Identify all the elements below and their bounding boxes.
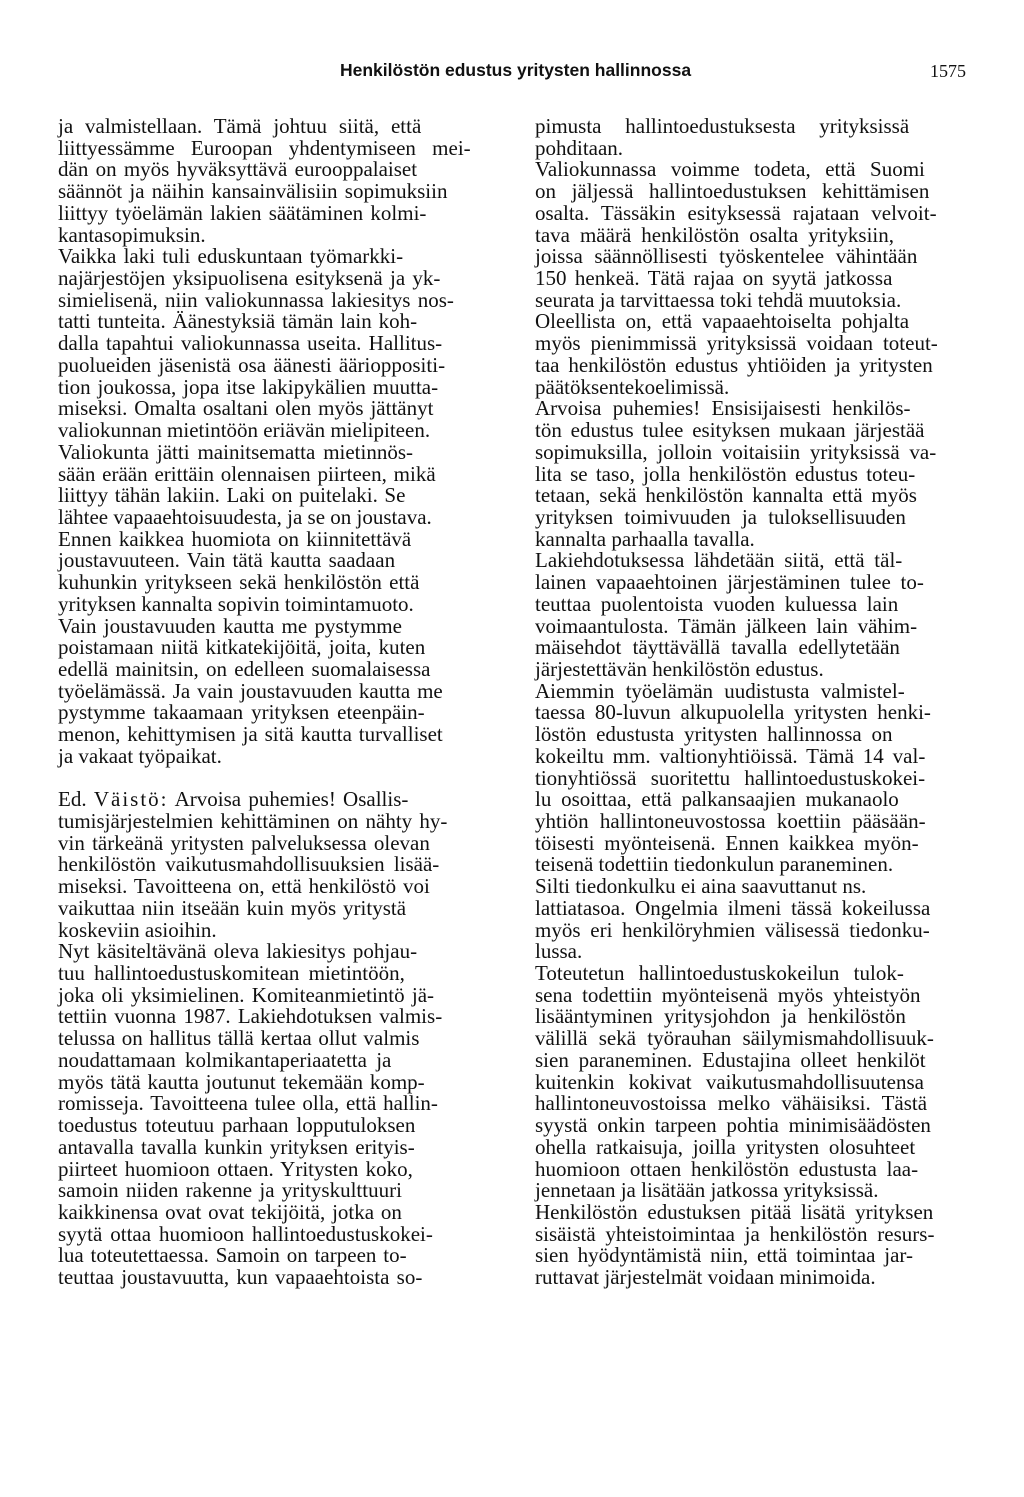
text-line: ja vakaat työpaikat. <box>58 743 222 768</box>
text-line: joissa säännöllisesti työskentelee vähintään <box>535 244 918 269</box>
text-line: tuu hallintoedustuskomitean mietintöön, <box>58 961 405 986</box>
text-line: tionyhtiössä suoritettu hallintoedustuskokei- <box>535 765 926 790</box>
text-line: lua toteutettaessa. Samoin on tarpeen to- <box>58 1243 407 1268</box>
left-column-lines <box>58 116 471 768</box>
text-line: Valiokunta jätti mainitsematta mietinnös- <box>58 439 414 464</box>
text-line: edellä mainitsin, on edelleen suomalaisessa <box>58 656 431 681</box>
text-line: Valiokunnassa voimme todeta, että Suomi <box>535 157 925 182</box>
text-line: yhtiön hallintoneuvostossa koettiin pääsään- <box>535 809 926 833</box>
text-line: lu osoittaa, että palkansaajien mukanaolo <box>535 787 899 812</box>
text-line: löstön edustusta yritysten hallinnossa on <box>535 722 893 747</box>
text-line: Nyt käsiteltävänä oleva lakiesitys pohjau- <box>58 939 418 964</box>
text-line: valiokunnan mietintöön eriävän mielipiteen. <box>58 418 431 443</box>
text-line: tion joukossa, jopa itse lakipykälien muutta- <box>58 374 439 399</box>
text-line: vaikuttaa niin itseään kuin myös yritystä <box>58 895 407 920</box>
text-line: sopimuksilla, jolloin voitaisiin yrityksissä va- <box>535 439 937 464</box>
text-line: yrityksen kannalta sopivin toimintamuoto. <box>58 591 414 616</box>
text-line: ja valmistellaan. Tämä johtuu siitä, että <box>58 114 422 138</box>
text-line: lattiatasoa. Ongelmia ilmeni tässä kokeilussa <box>535 895 931 920</box>
text-line: teuttaa puolentoista vuoden kuluessa lain <box>535 591 899 616</box>
text-line: tettiin vuonna 1987. Lakiehdotuksen valmis- <box>58 1004 443 1029</box>
right-column <box>535 116 938 1289</box>
text-line: liittyy työelämän lakien säätäminen kolmi- <box>58 200 427 225</box>
text-line: sien hyödyntämistä niin, että toimintaa jar- <box>535 1243 913 1268</box>
text-line: Oleellista on, että vapaaehtoiselta pohjalta <box>535 309 910 334</box>
speaker-intro-line <box>58 789 471 811</box>
text-line: tetaan, sekä henkilöstön kannalta että myös <box>535 483 917 508</box>
text-line: kokeiltu mm. valtionyhtiöissä. Tämä 14 val- <box>535 743 926 768</box>
speaker-prefix: Ed. <box>58 787 87 812</box>
text-line: miseksi. Tavoitteena on, että henkilöstö voi <box>58 874 430 899</box>
text-line: miseksi. Omalta osaltani olen myös jättänyt <box>58 396 434 421</box>
text-line: taa henkilöstön edustus yhtiöiden ja yritysten <box>535 352 933 377</box>
text-line: poistamaan niitä kitkatekijöitä, joita, kuten <box>58 635 426 660</box>
text-line: joustavuuteen. Vain tätä kautta saadaan <box>58 548 396 573</box>
text-line: pimusta hallintoedustuksesta yrityksissä <box>535 114 910 138</box>
text-line: telussa on hallitus tällä kertaa ollut valmis <box>58 1026 420 1051</box>
text-line: liittyessämme Euroopan yhdentymiseen mei- <box>58 135 471 160</box>
text-line: tatti tunteita. Äänestyksiä tämän lain koh- <box>58 309 418 334</box>
speaker-name: Väistö: <box>93 787 169 812</box>
text-line: lussa. <box>535 939 583 964</box>
text-line: Arvoisa puhemies! Ensisijaisesti henkilös- <box>535 396 911 421</box>
text-line: toedustus toteutuu parhaan lopputuloksen <box>58 1113 416 1138</box>
text-line: myös tätä kautta joutunut tekemään komp- <box>58 1069 425 1094</box>
text-line: Silti tiedonkulku ei aina saavuttanut ns. <box>535 874 867 899</box>
text-line: samoin niiden rakenne ja yrityskulttuuri <box>58 1178 402 1203</box>
text-line: puolueiden jäsenistä osa äänesti äärioppositi- <box>58 352 446 377</box>
text-line: sien paraneminen. Edustajina olleet henkilöt <box>535 1047 926 1072</box>
text-line: Toteutetun hallintoedustuskokeilun tulok- <box>535 961 904 986</box>
text-line: dän on myös hyväksyttävä eurooppalaiset <box>58 157 418 182</box>
text-line: 150 henkeä. Tätä rajaa on syytä jatkossa <box>535 266 893 291</box>
text-line: kuhunkin yritykseen sekä henkilöstön että <box>58 570 420 595</box>
text-line: kaikkinensa ovat ovat tekijöitä, jotka on <box>58 1199 402 1224</box>
text-line: lisääntyminen yritysjohdon ja henkilöstön <box>535 1004 906 1029</box>
text-line: jennetaan ja lisätään jatkossa yrityksissä. <box>535 1178 879 1203</box>
text-line: Lakiehdotuksessa lähdetään siitä, että täl- <box>535 548 903 573</box>
page-header-title: Henkilöstön edustus yritysten hallinnossa <box>340 60 692 80</box>
left-column-lines-2 <box>58 811 471 1289</box>
text-line: töisesti myönteisenä. Ennen kaikkea myön- <box>535 830 919 855</box>
text-line: hallintoneuvostoissa melko vähäisiksi. Tästä <box>535 1091 928 1116</box>
text-line: koskeviin asioihin. <box>58 917 217 942</box>
text-line: romisseja. Tavoitteena tulee olla, että hallin- <box>58 1091 438 1116</box>
text-line: joka oli yksimielinen. Komiteanmietintö jä- <box>58 982 435 1007</box>
text-line: syystä onkin tarpeen pohtia minimisäädösten <box>535 1113 931 1138</box>
text-line: teisenä todettiin tiedonkulun paraneminen. <box>535 852 894 877</box>
text-line: kannalta parhaalla tavalla. <box>535 526 755 551</box>
page-number: 1575 <box>930 61 966 81</box>
text-line: noudattamaan kolmikantaperiaatetta ja <box>58 1047 392 1072</box>
text-line: henkilöstön vaikutusmahdollisuuksien lisää- <box>58 852 440 877</box>
text-line: lainen vapaaehtoinen järjestäminen tulee to- <box>535 570 924 595</box>
text-line: vin tärkeänä yritysten palveluksessa olevan <box>58 830 430 855</box>
text-line: osalta. Tässäkin esityksessä rajataan velvoit- <box>535 200 937 225</box>
text-line: tön edustus tulee esityksen mukaan järjestää <box>535 418 925 443</box>
text-line: simielisenä, niin valiokunnassa lakiesitys nos- <box>58 287 454 312</box>
right-column-lines <box>535 116 938 1289</box>
text-line: on jäljessä hallintoedustuksen kehittämisen <box>535 179 930 204</box>
left-column <box>58 116 471 1289</box>
text-line: dalla tapahtui valiokunnassa useita. Hallitus- <box>58 331 443 356</box>
text-line: liittyy tähän lakiin. Laki on puitelaki. Se <box>58 483 406 508</box>
text-line: mäisehdot täyttävällä tavalla edellytetään <box>535 635 900 660</box>
text-line: antavalla tavalla kunkin yrityksen erityis- <box>58 1134 415 1159</box>
text-line: najärjestöjen yksipuolisena esityksenä ja yk- <box>58 266 441 291</box>
text-line: lita se taso, jolla henkilöstön edustus toteu- <box>535 461 916 486</box>
text-line: menon, kehittymisen ja sitä kautta turvalliset <box>58 722 443 747</box>
text-line: lähtee vapaaehtoisuudesta, ja se on joustava. <box>58 504 432 529</box>
text-line: päätöksentekoelimissä. <box>535 374 730 399</box>
text-line: työelämässä. Ja vain joustavuuden kautta me <box>58 678 443 703</box>
text-line: sisäistä yhteistoimintaa ja henkilöstön resurs- <box>535 1221 935 1246</box>
text-line: Henkilöstön edustuksen pitää lisätä yrityksen <box>535 1199 934 1224</box>
text-line: Vaikka laki tuli eduskuntaan työmarkki- <box>58 244 404 269</box>
text-line: ohella ratkaisuja, joilla yritysten olosuhteet <box>535 1134 916 1159</box>
text-line: myös pienimmissä yrityksissä voidaan toteut- <box>535 331 938 356</box>
text-line: yrityksen toimivuuden ja tuloksellisuuden <box>535 504 906 529</box>
text-line: Aiemmin työelämän uudistusta valmistel- <box>535 678 905 703</box>
speaker-line-text: Arvoisa puhemies! Osallis- <box>174 787 409 812</box>
text-line: välillä sekä työrauhan säilymismahdollisuuk- <box>535 1026 934 1051</box>
text-line: teuttaa joustavuutta, kun vapaaehtoista so- <box>58 1265 423 1290</box>
text-line: Ennen kaikkea huomiota on kiinnitettävä <box>58 526 412 551</box>
text-line: sena todettiin myönteisenä myös yhteistyön <box>535 982 921 1007</box>
text-line: kuitenkin kokivat vaikutusmahdollisuutensa <box>535 1069 924 1094</box>
text-line: piirteet huomioon ottaen. Yritysten koko, <box>58 1156 413 1181</box>
text-line: seurata ja tarvittaessa toki tehdä muutoksia. <box>535 287 902 312</box>
text-line: syytä ottaa huomioon hallintoedustuskokei- <box>58 1221 433 1246</box>
text-line: huomioon ottaen henkilöstön edustusta laa- <box>535 1156 919 1181</box>
text-line: säännöt ja näihin kansainvälisiin sopimuksiin <box>58 179 448 204</box>
text-line: taessa 80-luvun alkupuolella yritysten henki- <box>535 700 931 725</box>
text-line: myös eri henkilöryhmien välisessä tiedonku- <box>535 917 930 942</box>
text-line: sään erään erittäin olennaisen piirteen, mikä <box>58 461 436 486</box>
text-line: kantasopimuksin. <box>58 222 206 247</box>
text-line: Vain joustavuuden kautta me pystymme <box>58 613 402 638</box>
text-line: ruttavat järjestelmät voidaan minimoida. <box>535 1265 876 1290</box>
text-line: järjestettävän henkilöstön edustus. <box>535 656 824 681</box>
text-line: voimaantulosta. Tämän jälkeen lain vähim- <box>535 613 918 638</box>
text-line: pystymme takaamaan yrityksen eteenpäin- <box>58 700 425 725</box>
paragraph-spacer <box>58 768 471 790</box>
text-line: tava määrä henkilöstön osalta yrityksiin, <box>535 222 894 247</box>
text-line: tumisjärjestelmien kehittäminen on nähty hy- <box>58 809 448 833</box>
text-line: pohditaan. <box>535 135 624 160</box>
